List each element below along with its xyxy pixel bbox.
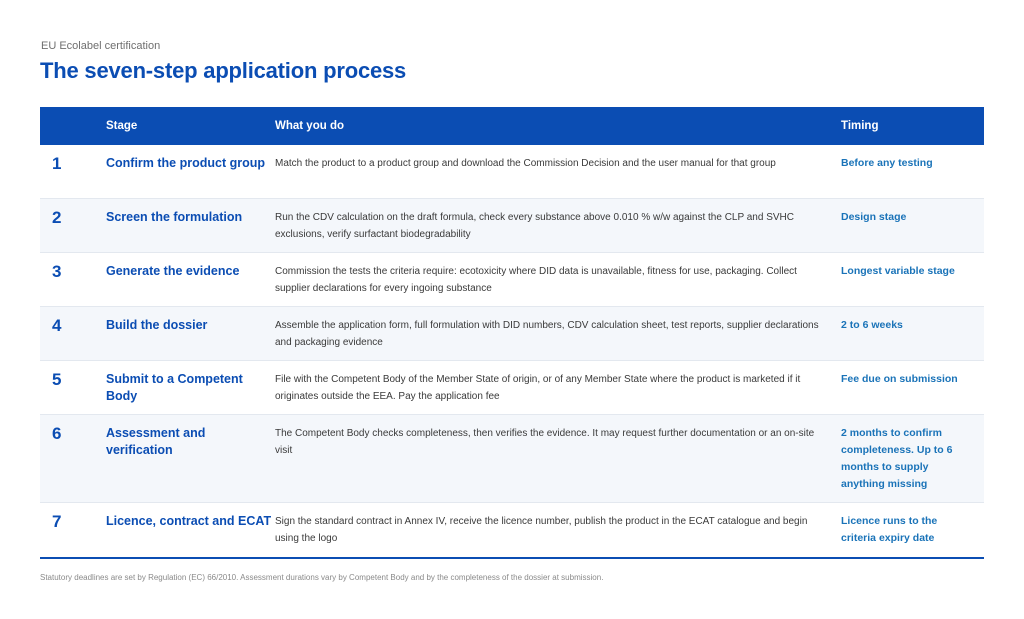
- table-row: [40, 415, 984, 503]
- footnote: Statutory deadlines are set by Regulation (EC) 66/2010. Assessment durations vary by Competent Body and by the completeness of the dossier at submission.: [40, 573, 604, 582]
- step-timing: 2 to 6 weeks: [841, 319, 903, 331]
- table-header: [40, 107, 984, 145]
- step-number: 3: [52, 262, 62, 281]
- table-row: [40, 145, 984, 199]
- step-stage: Submit to a Competent Body: [106, 372, 243, 403]
- step-timing: Fee due on submission: [841, 373, 958, 385]
- table-row: [40, 199, 984, 253]
- header-timing: Timing: [841, 120, 879, 132]
- table-row: [40, 361, 984, 415]
- step-description: Commission the tests the criteria require: ecotoxicity where DID data is unavailable, fitness for use, packaging. Collect supplier declarations for every ingoing substance: [275, 266, 797, 294]
- step-timing: Longest variable stage: [841, 265, 955, 277]
- step-stage: Confirm the product group: [106, 156, 266, 170]
- step-stage: Build the dossier: [106, 318, 208, 332]
- table-row: [40, 307, 984, 361]
- step-timing: Before any testing: [841, 157, 933, 169]
- page-title: The seven-step application process: [40, 58, 407, 83]
- step-timing: 2 months to confirm completeness. Up to 6 months to supply anything missing: [841, 427, 953, 490]
- header-stage: Stage: [106, 120, 138, 132]
- step-number: 6: [52, 424, 62, 443]
- step-number: 7: [52, 512, 62, 531]
- step-description: Sign the standard contract in Annex IV, receive the licence number, publish the product in the ECAT catalogue and begin using the logo: [275, 516, 808, 544]
- header-what: What you do: [275, 120, 344, 132]
- table-row: [40, 503, 984, 559]
- step-description: Run the CDV calculation on the draft formula, check every substance above 0.010 % w/w against the CLP and SVHC exclusions, verify surfactant biodegradability: [275, 212, 794, 240]
- step-description: The Competent Body checks completeness, then verifies the evidence. It may request further documentation or an on-site visit: [275, 428, 815, 456]
- step-stage: Licence, contract and ECAT: [106, 514, 272, 528]
- step-stage: Assessment and verification: [106, 426, 206, 457]
- eyebrow-label: EU Ecolabel certification: [41, 40, 161, 52]
- step-timing: Licence runs to the criteria expiry date: [841, 515, 938, 544]
- step-description: File with the Competent Body of the Member State of origin, or of any Member State where the product is marketed if it originates outside the EEA. Pay the application fee: [275, 374, 801, 402]
- step-number: 5: [52, 370, 62, 389]
- step-number: 1: [52, 154, 62, 173]
- step-stage: Generate the evidence: [106, 264, 240, 278]
- process-table: [40, 107, 984, 559]
- step-number: 2: [52, 208, 62, 227]
- step-description: Match the product to a product group and download the Commission Decision and the user manual for that group: [275, 158, 776, 169]
- step-stage: Screen the formulation: [106, 210, 243, 224]
- step-description: Assemble the application form, full formulation with DID numbers, CDV calculation sheet, test reports, supplier declarations and packaging evidence: [275, 320, 819, 348]
- table-row: [40, 253, 984, 307]
- step-number: 4: [52, 316, 62, 335]
- step-timing: Design stage: [841, 211, 907, 223]
